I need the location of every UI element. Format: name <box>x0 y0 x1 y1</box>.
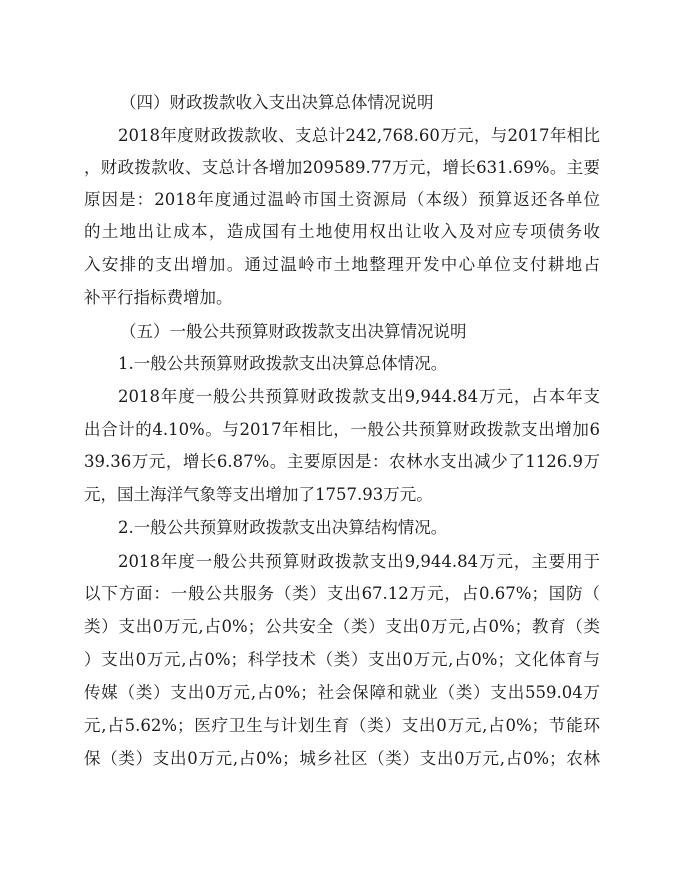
paragraph-line: 2018年度财政拨款收、支总计242,768.60万元，与2017年相比 <box>118 126 600 145</box>
paragraph-line: 类）支出0万元,占0%；公共安全（类）支出0万元,占0%；教育（类 <box>84 617 600 636</box>
paragraph-line: 2018年度一般公共预算财政拨款支出9,944.84万元，主要用于 <box>118 552 600 571</box>
paragraph-line: 补平行指标费增加。 <box>84 288 233 307</box>
paragraph-line: 元，国土海洋气象等支出增加了1757.93万元。 <box>84 485 433 504</box>
section-heading-4: （四）财政拨款收入支出决算总体情况说明 <box>120 93 434 112</box>
paragraph-line: 出合计的4.10%。与2017年相比，一般公共预算财政拨款支出增加6 <box>84 420 600 439</box>
paragraph-line: 39.36万元，增长6.87%。主要原因是：农林水支出减少了1126.9万 <box>84 452 600 471</box>
subheading-1: 1.一般公共预算财政拨款支出决算总体情况。 <box>118 354 448 373</box>
paragraph-line: 原因是：2018年度通过温岭市国土资源局（本级）预算返还各单位 <box>84 190 600 209</box>
paragraph-line: 以下方面：一般公共服务（类）支出67.12万元，占0.67%；国防（ <box>84 584 600 603</box>
paragraph-line: ，财政拨款收、支总计各增加209589.77万元，增长631.69%。主要 <box>84 158 600 177</box>
paragraph-line: 2018年度一般公共预算财政拨款支出9,944.84万元，占本年支 <box>118 387 600 406</box>
paragraph-line: 传媒（类）支出0万元,占0%；社会保障和就业（类）支出559.04万 <box>84 683 600 702</box>
paragraph-line: 的土地出让成本，造成国有土地使用权出让收入及对应专项债务收 <box>84 222 600 241</box>
paragraph-line: 元,占5.62%；医疗卫生与计划生育（类）支出0万元,占0%；节能环 <box>84 716 600 735</box>
paragraph-line: ）支出0万元,占0%；科学技术（类）支出0万元,占0%；文化体育与 <box>84 650 600 669</box>
subheading-2: 2.一般公共预算财政拨款支出决算结构情况。 <box>118 518 448 537</box>
paragraph-line: 保（类）支出0万元,占0%；城乡社区（类）支出0万元,占0%；农林 <box>84 749 600 768</box>
section-heading-5: （五）一般公共预算财政拨款支出决算情况说明 <box>120 322 467 341</box>
paragraph-line: 入安排的支出增加。通过温岭市土地整理开发中心单位支付耕地占 <box>84 255 600 274</box>
